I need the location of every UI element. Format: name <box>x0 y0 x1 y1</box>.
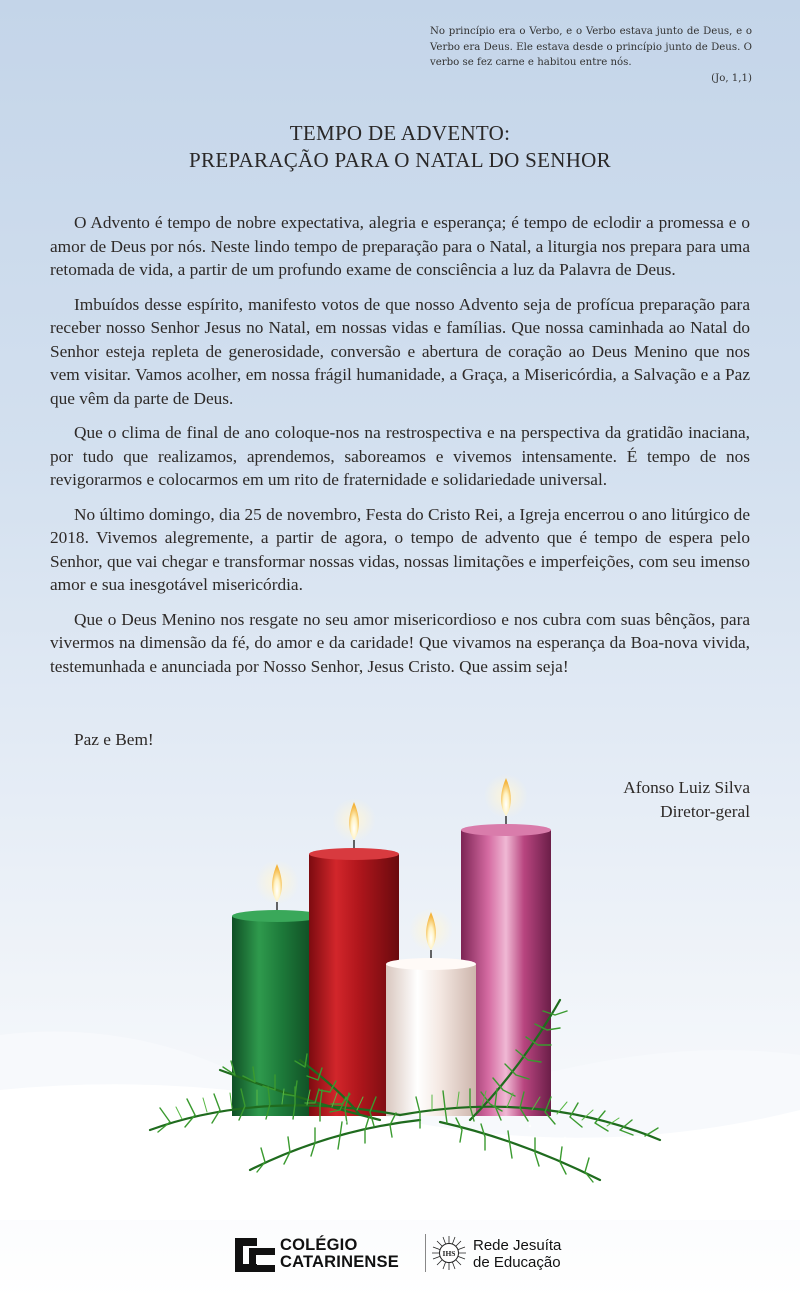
epigraph <box>430 24 752 86</box>
paragraph: O Advento é tempo de nobre expectativa, alegria e esperança; é tempo de eclodir a promessa e o amor de Deus por nós. Neste lindo tempo de preparação para o Natal, a liturgia nos prepara para uma retomada de vida, a partir de um profundo exame de consciência a luz da Palavra de Deus. <box>50 213 750 279</box>
closing-greeting: Paz e Bem! <box>74 730 154 749</box>
advent-candles-illustration <box>0 770 800 1220</box>
title-line-1: TEMPO DE ADVENTO: <box>289 121 511 145</box>
svg-text:IHS: IHS <box>442 1249 456 1258</box>
paragraph: Que o Deus Menino nos resgate no seu amor misericordioso e nos cubra com suas bênçãos, para vivermos na dimensão da fé, do amor e da caridade! Que vivamos na esperança da Boa-nova vivida, testemunhada e anunciada por Nosso Senhor, Jesus Cristo. Que assim seja! <box>50 609 750 676</box>
paragraph: No último domingo, dia 25 de novembro, Festa do Cristo Rei, a Igreja encerrou o ano litúrgico de 2018. Vivemos alegremente, a partir de agora, o tempo de advento que é tempo de espera pelo Senhor, que vai chegar e transformar nossas vidas, nossas limitações e imperfeições, com seu imenso amor e sua inesgotável misericórdia. <box>50 504 750 594</box>
paragraph: Imbuídos desse espírito, manifesto votos de que nosso Advento seja de profícua preparação para receber nosso Senhor Jesus no Natal, em nossas vidas e famílias. Que nossa caminhada ao Natal do Senhor esteja repleta de generosidade, conversão e abertura de coração ao Deus Menino que nos vem visitar. Vamos acolher, em nossa frágil humanidade, a Graça, a Misericórdia, a Salvação e a Paz que vêm da parte de Deus. <box>50 294 750 408</box>
paragraph: Que o clima de final de ano coloque-nos na restrospectiva e na perspectiva da gratidão inaciana, por tudo que realizamos, aprendemos, saboreamos e vivemos intensamente. É tempo de nos revigorarmos e colocarmos em um rito de fraternidade e solidariedade universal. <box>50 423 750 489</box>
footer-divider <box>425 1234 426 1272</box>
jesuit-seal-icon <box>432 1236 466 1270</box>
epigraph-reference: (Jo, 1,1) <box>711 72 752 84</box>
footer <box>0 1228 800 1278</box>
letter-body <box>50 211 750 689</box>
colegio-catarinense-wordmark: COLÉGIO CATARINENSE <box>280 1236 399 1271</box>
signature-role: Diretor-geral <box>660 802 750 821</box>
rede-jesuita-wordmark: Rede Jesuíta de Educação <box>473 1237 562 1271</box>
colegio-catarinense-logo-icon <box>235 1238 275 1272</box>
page-title <box>0 120 800 174</box>
signature-name: Afonso Luiz Silva <box>623 778 750 797</box>
epigraph-text: No princípio era o Verbo, e o Verbo estava junto de Deus, e o Verbo era Deus. Ele estava desde o princípio junto de Deus. O verbo se fez carne e habitou entre nós. <box>430 26 752 68</box>
title-line-2: PREPARAÇÃO PARA O NATAL DO SENHOR <box>189 148 611 172</box>
